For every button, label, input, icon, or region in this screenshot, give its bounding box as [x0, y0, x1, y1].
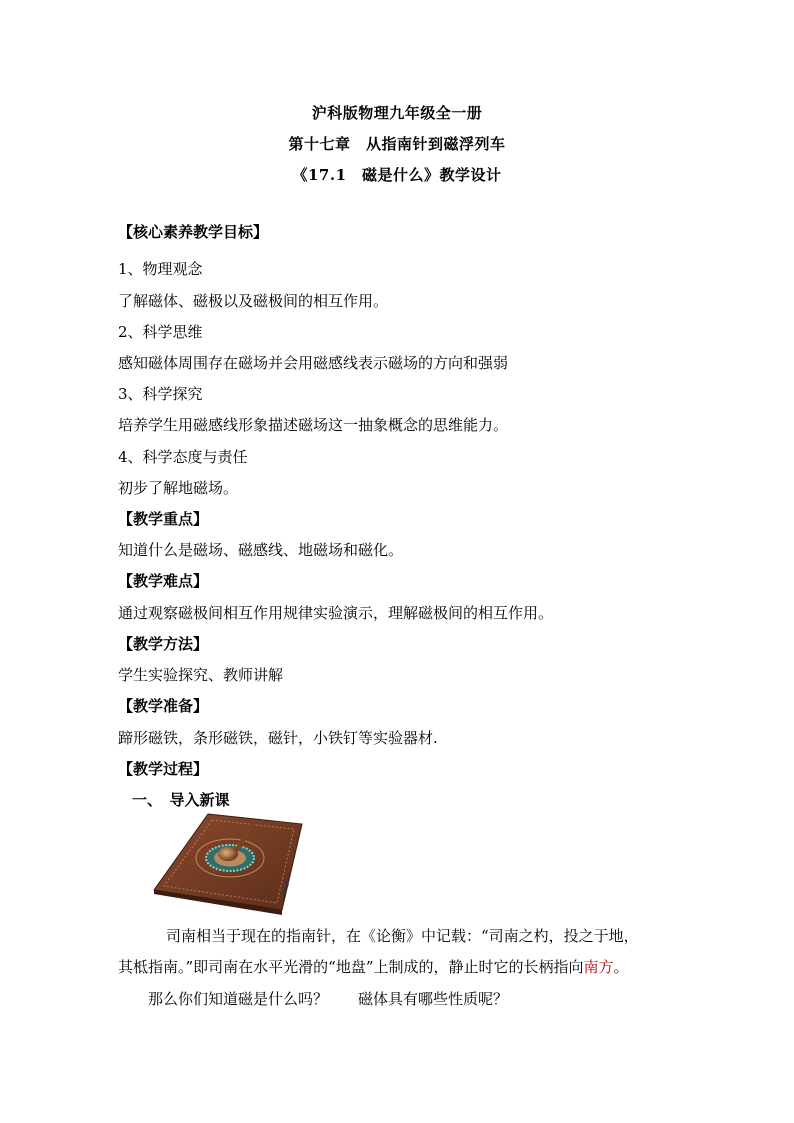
para1-line2-part-b: 。	[613, 958, 629, 976]
book-title: 沪科版物理九年级全一册	[311, 104, 483, 122]
difficulty-heading: 【教学难点】	[118, 572, 209, 590]
para1-line2	[118, 956, 629, 977]
goal4-text: 初步了解地磁场。	[118, 479, 239, 497]
goal1-text: 了解磁体、磁极以及磁极间的相互作用。	[118, 292, 389, 310]
sinan-compass-icon	[150, 810, 310, 920]
goal3-text: 培养学生用磁感线形象描述磁场这一抽象概念的思维能力。	[118, 416, 509, 434]
method-heading: 【教学方法】	[118, 635, 209, 653]
goal2-text: 感知磁体周围存在磁场并会用磁感线表示磁场的方向和强弱	[118, 354, 509, 372]
method-text: 学生实验探究、教师讲解	[118, 666, 284, 684]
difficulty-text: 通过观察磁极间相互作用规律实验演示，理解磁极间的相互作用。	[118, 604, 554, 622]
para1-line2-part-a: 其柢指南。”即司南在水平光滑的“地盘”上制成的，静止时它的长柄指向	[118, 958, 584, 976]
para1-highlight-south: 南方	[583, 958, 614, 976]
step1-heading: 一、 导入新课	[132, 791, 230, 809]
para1-line1: 司南相当于现在的指南针，在《论衡》中记载：“司南之杓，投之于地，	[166, 927, 639, 945]
process-heading: 【教学过程】	[118, 760, 209, 778]
goal1-title: 1、物理观念	[118, 260, 203, 278]
goals-heading: 【核心素养教学目标】	[118, 223, 269, 241]
key-heading: 【教学重点】	[118, 510, 209, 528]
key-text: 知道什么是磁场、磁感线、地磁场和磁化。	[118, 541, 404, 559]
goal4-title: 4、科学态度与责任	[118, 448, 248, 466]
prep-heading: 【教学准备】	[118, 697, 209, 715]
chapter-title: 第十七章 从指南针到磁浮列车	[288, 135, 506, 153]
sinan-compass-image	[150, 810, 310, 920]
prep-text: 蹄形磁铁，条形磁铁，磁针，小铁钉等实验器材.	[118, 729, 438, 747]
lesson-title: 《17.1 磁是什么》教学设计	[292, 166, 502, 184]
goal2-title: 2、科学思维	[118, 323, 203, 341]
goal3-title: 3、科学探究	[118, 385, 203, 403]
para2: 那么你们知道磁是什么吗？ 磁体具有哪些性质呢？	[148, 990, 509, 1008]
